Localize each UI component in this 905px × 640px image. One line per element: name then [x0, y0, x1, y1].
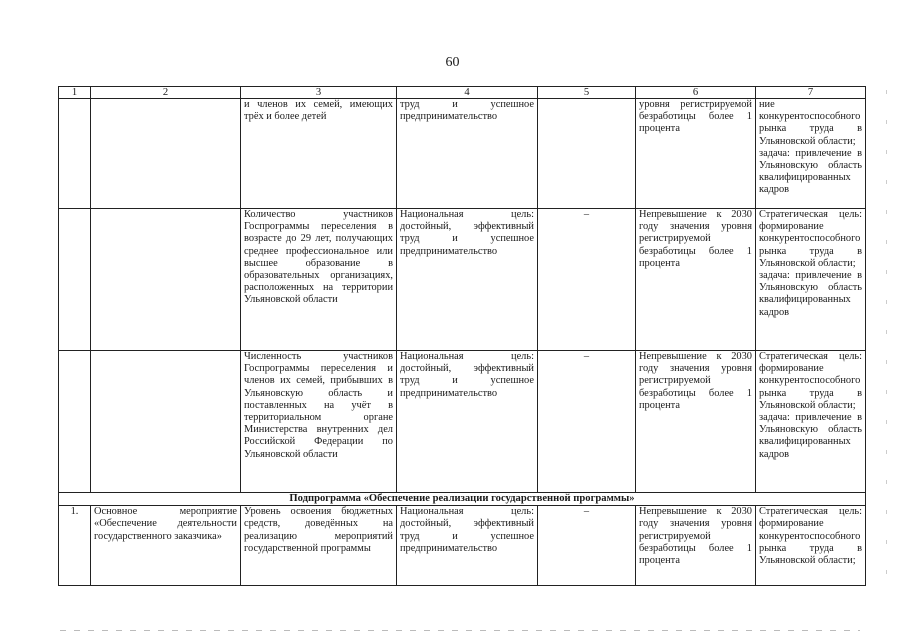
cell-indicator: и членов их семей, имеющих трёх и более детей	[241, 99, 397, 209]
cell-col5: –	[538, 351, 636, 493]
scan-artifact	[886, 90, 887, 590]
cell-goal: Национальная цель: достойный, эффективный труд и успешное предпринимательство	[397, 351, 538, 493]
table-row	[59, 99, 866, 209]
column-header: 1	[59, 87, 91, 99]
section-row	[59, 493, 866, 506]
cell-col5: –	[538, 506, 636, 586]
cell-target: Непревышение к 2030 году значения уровня регистрируемой безработицы более 1 процента	[636, 351, 756, 493]
section-title: Подпрограмма «Обеспечение реализации государственной программы»	[59, 493, 866, 506]
column-header: 2	[91, 87, 241, 99]
cell-target: уровня регистрируемой безработицы более 1 процента	[636, 99, 756, 209]
cell-indicator: Численность участников Госпрограммы переселения и членов их семей, прибывших в Ульяновскую область и поставленных на учёт в территориальном органе Министерства внутренних дел Российской Федерации по Ульяновской области	[241, 351, 397, 493]
table-header-row	[59, 87, 866, 99]
table-row	[59, 209, 866, 351]
cell-indicator: Количество участников Госпрограммы переселения в возрасте до 29 лет, получающих среднее профессиональное или высшее образование в образовательных организациях, расположенных на территории Ульяновской области	[241, 209, 397, 351]
column-header: 5	[538, 87, 636, 99]
table-row	[59, 351, 866, 493]
cell-goal: труд и успешное предпринимательство	[397, 99, 538, 209]
scan-artifact	[60, 630, 860, 631]
column-header: 6	[636, 87, 756, 99]
cell-col5: –	[538, 209, 636, 351]
page-number: 60	[445, 55, 460, 70]
cell-col5	[538, 99, 636, 209]
cell-target: Непревышение к 2030 году значения уровня регистрируемой безработицы более 1 процента	[636, 506, 756, 586]
column-header: 7	[756, 87, 866, 99]
cell-indicator: Уровень освоения бюджетных средств, доведённых на реализацию мероприятий государственной программы	[241, 506, 397, 586]
cell-strategy: Стратегическая цель: формирование конкурентоспособного рынка труда в Ульяновской области; задача: привлечение в Ульяновскую область квалифицированных кадров	[756, 209, 866, 351]
column-header: 4	[397, 87, 538, 99]
cell-number	[59, 351, 91, 493]
cell-strategy: ние конкурентоспособного рынка труда в Ульяновской области; задача: привлечение в Ульяновскую область квалифицированных кадров	[756, 99, 866, 209]
document-table	[58, 86, 866, 586]
cell-measure: Основное мероприятие «Обеспечение деятельности государственного заказчика»	[91, 506, 241, 586]
cell-strategy: Стратегическая цель: формирование конкурентоспособного рынка труда в Ульяновской области;	[756, 506, 866, 586]
cell-goal: Национальная цель: достойный, эффективный труд и успешное предпринимательство	[397, 506, 538, 586]
cell-number: 1.	[59, 506, 91, 586]
column-header: 3	[241, 87, 397, 99]
cell-measure	[91, 351, 241, 493]
table-row	[59, 506, 866, 586]
cell-measure	[91, 209, 241, 351]
cell-number	[59, 209, 91, 351]
cell-measure	[91, 99, 241, 209]
cell-target: Непревышение к 2030 году значения уровня регистрируемой безработицы более 1 процента	[636, 209, 756, 351]
cell-goal: Национальная цель: достойный, эффективный труд и успешное предпринимательство	[397, 209, 538, 351]
cell-strategy: Стратегическая цель: формирование конкурентоспособного рынка труда в Ульяновской области; задача: привлечение в Ульяновскую область квалифицированных кадров	[756, 351, 866, 493]
cell-number	[59, 99, 91, 209]
